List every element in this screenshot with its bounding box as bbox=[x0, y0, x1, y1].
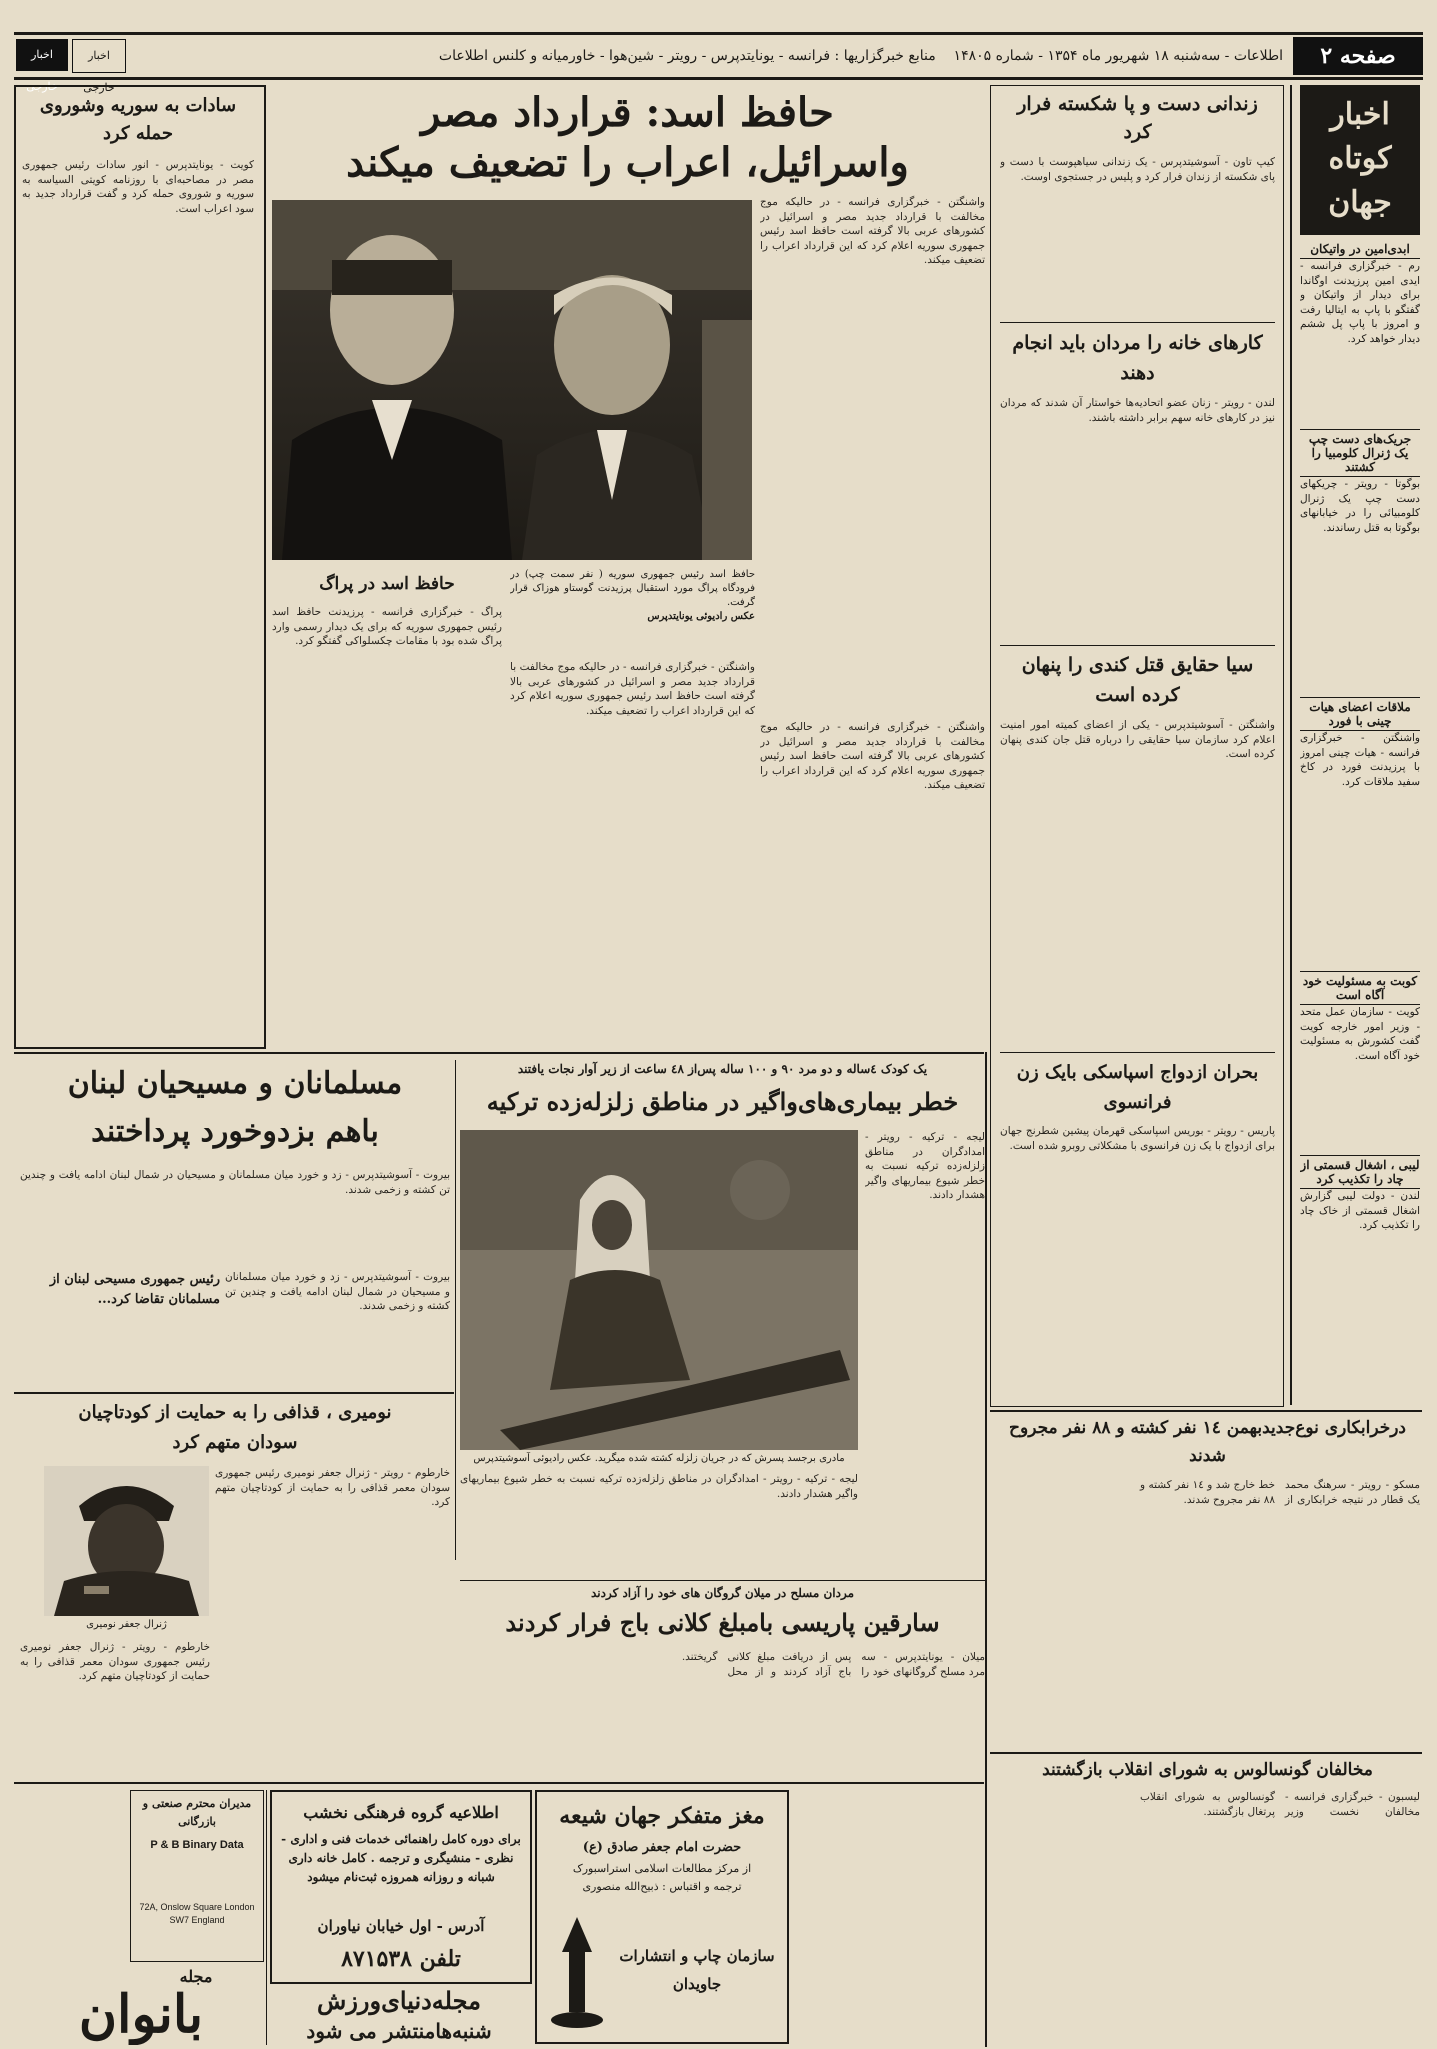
brief-text: بوگوتا - رویتر - چریکهای دست چپ یک ژنرال کلومبیائی را در خیابانهای بوگوتا به قتل رساندند. bbox=[1300, 478, 1420, 534]
book-ad-line1: از مرکز مطالعات اسلامی استراسبورک bbox=[572, 1862, 752, 1875]
assad-photo-image bbox=[272, 200, 752, 560]
turkey-photo-image bbox=[460, 1130, 858, 1450]
section-rule bbox=[14, 1052, 984, 1054]
sadat-text: کویت - یونایتدپرس - انور سادات رئیس جمهوری مصر در مصاحبه‌ای با روزنامه کویتی السیاسه به سوریه و شوروی حمله کرد و گفت قرارداد جدید به سود اعراب است. bbox=[22, 159, 254, 215]
binary-ad bbox=[130, 1790, 264, 1962]
brief-news-list bbox=[1300, 240, 1420, 1400]
culture-ad bbox=[270, 1790, 532, 1984]
book-ad-line2: ترجمه و اقتباس : ذبیح‌الله منصوری bbox=[582, 1880, 742, 1893]
masthead bbox=[14, 32, 1423, 94]
binary-ad-brand: P & B Binary Data bbox=[150, 1839, 244, 1851]
nimeiri-photo bbox=[44, 1466, 209, 1616]
prison-text: کیپ تاون - آسوشیتدپرس - یک زندانی سیاهپوست با دست و پای شکسته از زندان فرار کرد و پلیس در جستجوی اوست. bbox=[1000, 156, 1275, 183]
divider bbox=[1000, 1052, 1275, 1053]
column-rule bbox=[985, 1052, 987, 2047]
assad-text: واشنگتن - خبرگزاری فرانسه - در حالیکه موج مخالفت با قرارداد جدید مصر و اسرائیل در کشورهای عربی بالا گرفته است حافظ اسد رئیس جمهوری سوریه اعلام کرد که این قرارداد اعراب را تضعیف میکند. bbox=[760, 196, 985, 266]
house-headline: کارهای خانه را مردان باید انجام دهند bbox=[1012, 332, 1263, 384]
marriage-headline: بحران ازدواج اسپاسکی بایک زن فرانسوی bbox=[1016, 1062, 1259, 1113]
sudan-headline-line2: سودان متهم کرد bbox=[172, 1432, 298, 1453]
culture-ad-phone: تلفن ۸۷۱۵۳۸ bbox=[341, 1946, 461, 1972]
brief-news-title: اخبار کوتاه جهان bbox=[1328, 97, 1392, 220]
culture-ad-title: اطلاعیه گروه فرهنگی نخشب bbox=[303, 1803, 499, 1822]
assad-subhead: حافظ اسد در پراگ bbox=[319, 574, 455, 594]
brief-text: واشنگتن - خبرگزاری فرانسه - هیات چینی امروز با پرزیدنت فورد در کاخ سفید ملاقات کرد. bbox=[1300, 732, 1420, 788]
thieves-headline: سارقین پاریسی بامبلغ کلانی باج فرار کردند bbox=[505, 1608, 940, 1637]
sudan-headline bbox=[20, 1398, 450, 1462]
assad-caption-text: حافظ اسد رئیس جمهوری سوریه ( نفر سمت چپ) در فرودگاه پراگ مورد استقبال پرزیدنت گوستاو هوزاک قرار گرفت. bbox=[510, 569, 755, 608]
divider bbox=[990, 1752, 1422, 1754]
turkey-photo bbox=[460, 1130, 858, 1450]
lebanon-headline-line2: باهم بزدوخورد پرداختند bbox=[91, 1114, 379, 1149]
thieves-text: میلان - یونایتدپرس - سه مرد مسلح گروگانهای خود را پس از دریافت مبلغ کلانی باج آزاد کردند و از محل گریختند. bbox=[681, 1651, 985, 1678]
marriage-text: پاریس - رویتر - بوریس اسپاسکی قهرمان پیشین شطرنج جهان برای ازدواج با یک زن فرانسوی با مشکلاتی روبرو شده است. bbox=[1000, 1125, 1275, 1152]
assad-photo-caption bbox=[510, 568, 755, 648]
house-text: لندن - رویتر - زنان عضو اتحادیه‌ها خواستار آن شدند که مردان نیز در کارهای خانه سهم برابر داشته باشند. bbox=[1000, 397, 1275, 424]
kennedy-text: واشنگتن - آسوشیتدپرس - یکی از اعضای کمیته امور امنیت اعلام کرد سازمان سیا حقایقی را درباره قتل جان کندی پنهان کرده است. bbox=[1000, 719, 1275, 760]
sadat-headline: سادات به سوریه وشوروی حمله کرد bbox=[39, 95, 237, 144]
divider bbox=[1000, 322, 1275, 323]
sources-line: منابع خبرگزاریها : فرانسه - یونایتدپرس - رویتر - شین‌هوا - خاورمیانه و کلنس اطلاعات bbox=[438, 48, 936, 64]
culture-ad-address: آدرس - اول خیابان نیاوران bbox=[317, 1917, 485, 1935]
turkey-photo-caption: مادری برجسد پسرش که در جریان زلزله کشته شده میگرید. عکس رادیوئی آسوشیتدپرس bbox=[473, 1453, 845, 1464]
sudan-headline-line1: نومیری ، قذافی را به حمایت از کودتاچیان bbox=[78, 1402, 392, 1423]
divider bbox=[460, 1580, 985, 1581]
brief-text: رم - خبرگزاری فرانسه - ایدی امین پرزیدنت اوگاندا برای دیدار از واتیکان و گفتگو با پاپ به ایتالیا رفت و امروز با پاپ پل ششم دیدار خواهد کرد. bbox=[1300, 260, 1420, 345]
brief-text: لندن - دولت لیبی گزارش اشغال قسمتی از خاک چاد را تکذیب کرد. bbox=[1300, 1190, 1420, 1231]
sudan-text-continued: خارطوم - رویتر - ژنرال جعفر نومیری رئیس جمهوری سودان معمر قذافی را به حمایت از کودتاچیان متهم کرد. bbox=[20, 1641, 210, 1682]
turkey-headline: خطر بیماری‌های‌واگیر در مناطق زلزله‌زده ترکیه bbox=[486, 1087, 959, 1116]
magazine-brand: بانوان bbox=[78, 1985, 204, 2045]
assad-headline bbox=[270, 88, 985, 188]
column-rule bbox=[266, 1790, 267, 2045]
portugal-text: لیسبون - خبرگزاری فرانسه - مخالفان نخست وزیر گونسالوس به شورای انقلاب پرتغال بازگشتند. bbox=[1140, 1791, 1420, 1818]
divider bbox=[14, 1392, 454, 1394]
turkey-text: لیجه - ترکیه - رویتر - امدادگران در مناطق زلزله‌زده ترکیه نسبت به خطر شیوع بیماریهای واگیر هشدار دادند. bbox=[865, 1131, 985, 1201]
assad-headline-line2: واسرائیل، اعراب را تضعیف میکند bbox=[346, 139, 909, 186]
brief-headline: لیبی ، اشغال قسمتی از چاد را تکذیب کرد bbox=[1300, 1155, 1420, 1189]
page-number: صفحه ۲ bbox=[1293, 37, 1423, 75]
binary-ad-address: 72A, Onslow Square London SW7 England bbox=[139, 1902, 255, 1925]
section-label: اخبار خارجی bbox=[16, 39, 68, 71]
turkey-text-continued: لیجه - ترکیه - رویتر - امدادگران در مناطق زلزله‌زده ترکیه نسبت به خطر شیوع بیماریهای واگیر هشدار دادند. bbox=[460, 1473, 858, 1500]
assad-subtext: پراگ - خبرگزاری فرانسه - پرزیدنت حافظ اسد رئیس جمهوری سوریه که برای یک دیدار رسمی وارد پراگ شده بود با مقامات چکسلواکی گفتگو کرد. bbox=[272, 606, 502, 647]
sudan-text: خارطوم - رویتر - ژنرال جعفر نومیری رئیس جمهوری سودان معمر قذافی را به حمایت از کودتاچیان متهم کرد. bbox=[215, 1467, 450, 1508]
masthead-line bbox=[134, 45, 1283, 67]
brief-headline: ابدی‌امین در واتیکان bbox=[1300, 240, 1420, 259]
brief-headline: ملاقات اعضای هیات چینی با فورد bbox=[1300, 697, 1420, 731]
magazine-small-label: مجله bbox=[179, 1967, 213, 1986]
accident-text: مسکو - رویتر - سرهنگ محمد یک قطار در نتیجه خرابکاری از خط خارج شد و ۱٤ نفر کشته و ۸۸ نفر مجروح شدند. bbox=[1140, 1479, 1420, 1506]
kennedy-headline: سیا حقایق قتل کندی را پنهان کرده است bbox=[1021, 654, 1254, 706]
nimeiri-photo-caption: ژنرال جعفر نومیری bbox=[86, 1619, 167, 1630]
divider bbox=[1000, 645, 1275, 646]
section-rule bbox=[14, 1782, 984, 1784]
section-rule bbox=[990, 1410, 1422, 1412]
lebanon-text-continued: بیروت - آسوشیتدپرس - زد و خورد میان مسلمانان و مسیحیان در شمال لبنان ادامه یافت و چندین تن کشته و زخمی شدند. bbox=[225, 1271, 450, 1312]
section-label-outline: اخبار خارجی bbox=[72, 39, 126, 73]
book-ad-publisher: سازمان چاپ و انتشارات جاویدان bbox=[619, 1947, 775, 1993]
lebanon-text: بیروت - آسوشیتدپرس - زد و خورد میان مسلمانان و مسیحیان در شمال لبنان ادامه یافت و چندین تن کشته و زخمی شدند. bbox=[20, 1169, 450, 1196]
assad-photo-credit: عکس رادیوئی یونایتدپرس bbox=[647, 611, 755, 622]
turkey-kicker: یک کودک ٤ساله و دو مرد ۹۰ و ۱۰۰ ساله پس‌از ٤۸ ساعت از زیر آوار نجات یافتند bbox=[517, 1062, 928, 1076]
sports-ad-subtitle: شنبه‌هامنتشر می شود bbox=[306, 2019, 492, 2043]
lebanon-bold-text: رئیس جمهوری مسیحی لبنان از مسلمانان تقاضا کرد... bbox=[49, 1272, 220, 1307]
nimeiri-photo-image bbox=[44, 1466, 209, 1616]
book-ad-title: مغز متفکر جهان شیعه bbox=[559, 1803, 765, 1829]
brief-headline: کوبت به مسئولیت خود آگاه است bbox=[1300, 971, 1420, 1005]
column-rule bbox=[1290, 85, 1292, 1405]
publisher-logo-icon bbox=[547, 1912, 607, 2032]
book-ad-subtitle: حضرت امام جعفر صادق (ع) bbox=[582, 1840, 742, 1855]
assad-headline-line1: حافظ اسد: قرارداد مصر bbox=[421, 89, 834, 136]
assad-photo bbox=[272, 200, 752, 560]
brief-news-banner bbox=[1300, 85, 1420, 235]
brief-headline: جریک‌های دست چپ یک ژنرال کلومبیا را کشتند bbox=[1300, 429, 1420, 477]
portugal-headline: مخالفان گونسالوس به شورای انقلاب بازگشتند bbox=[1042, 1760, 1373, 1780]
column-rule bbox=[455, 1060, 456, 1560]
lebanon-headline-line1: مسلمانان و مسیحیان لبنان bbox=[67, 1066, 403, 1101]
prison-headline: زندانی دست و پا شکسته فرار کرد bbox=[1017, 93, 1258, 143]
assad-text-continued: واشنگتن - خبرگزاری فرانسه - در حالیکه موج مخالفت با قرارداد جدید مصر و اسرائیل در کشورهای عربی بالا گرفته است حافظ اسد رئیس جمهوری سوریه اعلام کرد که این قرارداد اعراب را تضعیف میکند. bbox=[760, 721, 985, 791]
book-ad bbox=[535, 1790, 789, 2044]
sports-ad-title: مجله‌دنیای‌ورزش bbox=[317, 1986, 481, 2015]
thieves-kicker: مردان مسلح در میلان گروگان های خود را آزاد کردند bbox=[590, 1586, 855, 1600]
issue-line: اطلاعات - سه‌شنبه ۱۸ شهریور ماه ۱۳۵۴ - شماره ۱۴۸۰۵ bbox=[953, 48, 1283, 64]
assad-text-continued: واشنگتن - خبرگزاری فرانسه - در حالیکه موج مخالفت با قرارداد جدید مصر و اسرائیل در کشورهای عربی بالا گرفته است حافظ اسد رئیس جمهوری سوریه اعلام کرد که این قرارداد اعراب را تضعیف میکند. bbox=[510, 661, 755, 717]
accident-headline: درخرابکاری نوع‌جدیدبهمن ۱٤ نفر کشته و ۸۸ نفر مجروح شدند bbox=[1009, 1418, 1406, 1466]
lebanon-headline bbox=[20, 1060, 450, 1160]
binary-ad-title: مدیران محترم صنعتی و بازرگانی bbox=[142, 1797, 252, 1828]
culture-ad-text: برای دوره کامل راهنمائی خدمات فنی و اداری - نظری - منشیگری و ترجمه . کامل خانه داری شبانه و روزانه همروزه ثبت‌نام میشود bbox=[281, 1832, 521, 1884]
brief-text: کویت - سازمان عمل متحد - وزیر امور خارجه کویت گفت کشورش به مسئولیت خود آگاه است. bbox=[1300, 1006, 1420, 1062]
